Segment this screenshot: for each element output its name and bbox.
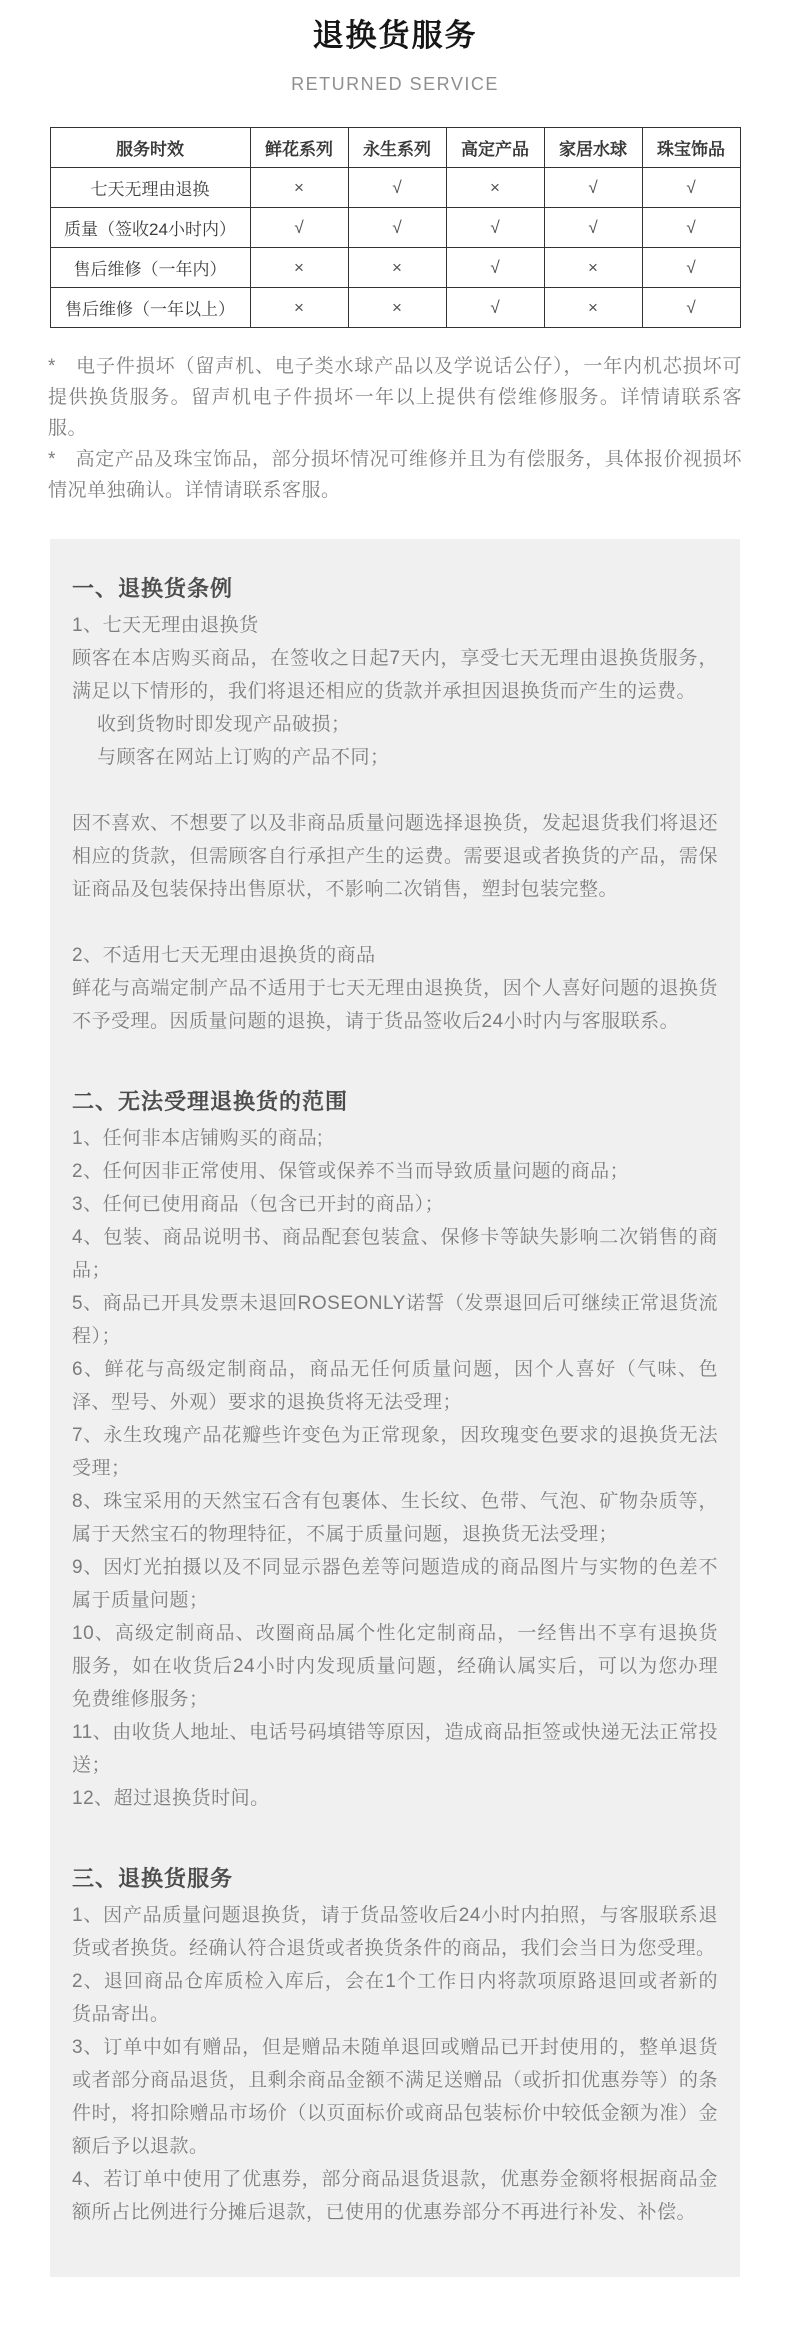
- check-mark: √: [446, 288, 544, 328]
- return-service-page: [0, 18, 790, 2327]
- column-header: 珠宝饰品: [642, 128, 740, 168]
- check-mark: √: [446, 248, 544, 288]
- row-label: 售后维修（一年以上）: [50, 288, 250, 328]
- check-mark: √: [642, 208, 740, 248]
- table-row: [50, 208, 740, 248]
- policy-subitem: 与顾客在网站上订购的产品不同；: [97, 747, 390, 768]
- policy-section: [72, 1859, 718, 2229]
- footnote: * 电子件损坏（留声机、电子类水球产品以及学说话公仔），一年内机芯损坏可提供换货服务。留声机电子件损坏一年以上提供有偿维修服务。详情请联系客服。: [48, 356, 742, 439]
- policy-paragraph: 4、若订单中使用了优惠券，部分商品退货退款，优惠券金额将根据商品金额所占比例进行分摊后退款，已使用的优惠券部分不再进行补发、补偿。: [72, 2169, 718, 2223]
- cross-mark: ×: [250, 168, 348, 208]
- policy-paragraph: 11、由收货人地址、电话号码填错等原因，造成商品拒签或快递无法正常投送；: [72, 1722, 718, 1776]
- check-mark: √: [642, 288, 740, 328]
- check-mark: √: [348, 168, 446, 208]
- row-label: 售后维修（一年内）: [50, 248, 250, 288]
- policy-paragraph: 2、不适用七天无理由退换货的商品: [72, 945, 376, 966]
- policy-paragraph: 1、七天无理由退换货: [72, 615, 259, 636]
- check-mark: √: [544, 168, 642, 208]
- policy-paragraph: 鲜花与高端定制产品不适用于七天无理由退换货，因个人喜好问题的退换货不予受理。因质量问题的退换，请于货品签收后24小时内与客服联系。: [72, 978, 718, 1032]
- policy-paragraph: 3、订单中如有赠品，但是赠品未随单退回或赠品已开封使用的，整单退货或者部分商品退货，且剩余商品金额不满足送赠品（或折扣优惠券等）的条件时，将扣除赠品市场价（以页面标价或商品包装标价中较低金额为准）金额后予以退款。: [72, 2037, 718, 2157]
- cross-mark: ×: [250, 248, 348, 288]
- column-header-service-time: 服务时效: [50, 128, 250, 168]
- section-heading: 一、退换货条例: [72, 576, 234, 601]
- column-header: 家居水球: [544, 128, 642, 168]
- footnote: * 高定产品及珠宝饰品，部分损坏情况可维修并且为有偿服务，具体报价视损坏情况单独确认。详情请联系客服。: [48, 449, 742, 501]
- check-mark: √: [250, 208, 348, 248]
- policy-paragraph: 顾客在本店购买商品，在签收之日起7天内，享受七天无理由退换货服务，满足以下情形的，我们将退还相应的货款并承担因退换货而产生的运费。: [72, 648, 718, 702]
- spacer: [72, 906, 718, 939]
- page-title: 退换货服务: [312, 18, 478, 53]
- page-subtitle: RETURNED SERVICE: [291, 74, 499, 94]
- policy-paragraph: 8、珠宝采用的天然宝石含有包裹体、生长纹、色带、气泡、矿物杂质等，属于天然宝石的物理特征，不属于质量问题，退换货无法受理；: [72, 1491, 718, 1545]
- table-row: [50, 168, 740, 208]
- cross-mark: ×: [348, 248, 446, 288]
- section-heading: 二、无法受理退换货的范围: [72, 1089, 349, 1114]
- table-footnotes: [48, 351, 742, 506]
- policy-paragraph: 因不喜欢、不想要了以及非商品质量问题选择退换货，发起退货我们将退还相应的货款，但需顾客自行承担产生的运费。需要退或者换货的产品，需保证商品及包装保持出售原状，不影响二次销售，塑封包装完整。: [72, 813, 718, 900]
- policy-paragraph: 10、高级定制商品、改圈商品属个性化定制商品，一经售出不享有退换货服务，如在收货后24小时内发现质量问题，经确认属实后，可以为您办理免费维修服务；: [72, 1623, 718, 1710]
- table-row: [50, 248, 740, 288]
- policy-paragraph: 5、商品已开具发票未退回ROSEONLY诺誓（发票退回后可继续正常退货流程）；: [72, 1293, 718, 1347]
- column-header: 高定产品: [446, 128, 544, 168]
- row-label: 七天无理由退换: [50, 168, 250, 208]
- policy-paragraph: 9、因灯光拍摄以及不同显示器色差等问题造成的商品图片与实物的色差不属于质量问题；: [72, 1557, 718, 1611]
- table-row: [50, 288, 740, 328]
- check-mark: √: [544, 208, 642, 248]
- cross-mark: ×: [446, 168, 544, 208]
- row-label: 质量（签收24小时内）: [50, 208, 250, 248]
- check-mark: √: [348, 208, 446, 248]
- policy-panel: [50, 539, 740, 2277]
- policy-section: [72, 569, 718, 1038]
- policy-paragraph: 1、因产品质量问题退换货，请于货品签收后24小时内拍照，与客服联系退货或者换货。经确认符合退货或者换货条件的商品，我们会当日为您受理。: [72, 1905, 718, 1959]
- cross-mark: ×: [544, 288, 642, 328]
- table-header-row: [50, 128, 740, 168]
- policy-paragraph: 1、任何非本店铺购买的商品;: [72, 1128, 323, 1149]
- policy-paragraph: 2、任何因非正常使用、保管或保养不当而导致质量问题的商品；: [72, 1161, 630, 1182]
- policy-paragraph: 2、退回商品仓库质检入库后，会在1个工作日内将款项原路退回或者新的货品寄出。: [72, 1971, 718, 2025]
- policy-paragraph: 4、包装、商品说明书、商品配套包装盒、保修卡等缺失影响二次销售的商品；: [72, 1227, 718, 1281]
- cross-mark: ×: [544, 248, 642, 288]
- check-mark: √: [642, 168, 740, 208]
- policy-paragraph: 3、任何已使用商品（包含已开封的商品）；: [72, 1194, 445, 1215]
- policy-paragraph: 7、永生玫瑰产品花瓣些许变色为正常现象，因玫瑰变色要求的退换货无法受理；: [72, 1425, 718, 1479]
- column-header: 鲜花系列: [250, 128, 348, 168]
- cross-mark: ×: [348, 288, 446, 328]
- service-timeliness-table: [50, 127, 741, 328]
- policy-section: [72, 1082, 718, 1815]
- policy-paragraph: 6、鲜花与高级定制商品，商品无任何质量问题，因个人喜好（气味、色泽、型号、外观）要求的退换货将无法受理；: [72, 1359, 718, 1413]
- column-header: 永生系列: [348, 128, 446, 168]
- spacer: [72, 774, 718, 807]
- check-mark: √: [642, 248, 740, 288]
- cross-mark: ×: [250, 288, 348, 328]
- section-heading: 三、退换货服务: [72, 1866, 234, 1891]
- policy-paragraph: 12、超过退换货时间。: [72, 1788, 270, 1809]
- policy-subitem: 收到货物时即发现产品破损；: [97, 714, 351, 735]
- check-mark: √: [446, 208, 544, 248]
